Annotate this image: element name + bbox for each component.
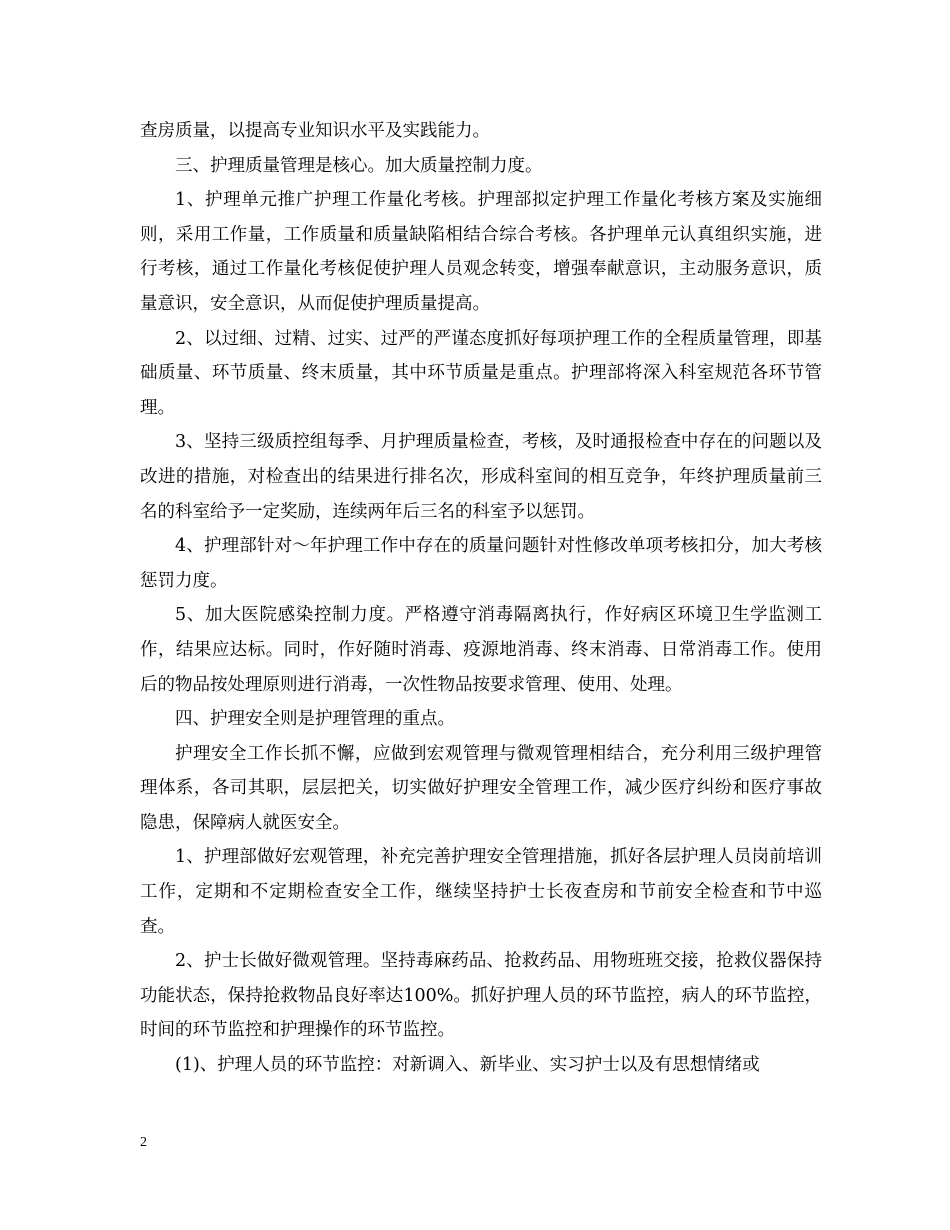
page-number: 2 — [140, 1135, 147, 1150]
paragraph: 5、加大医院感染控制力度。严格遵守消毒隔离执行，作好病区环境卫生学监测工作，结果应达标。同时，作好随时消毒、疫源地消毒、终末消毒、日常消毒工作。使用后的物品按处理原则进行消毒，一次性物品按要求管理、使用、处理。 — [140, 605, 822, 695]
paragraph: 3、坚持三级质控组每季、月护理质量检查，考核，及时通报检查中存在的问题以及改进的措施，对检查出的结果进行排名次，形成科室间的相互竞争，年终护理质量前三名的科室给予一定奖励，连续两年后三名的科室予以惩罚。 — [140, 432, 822, 522]
paragraph: 1、护理部做好宏观管理，补充完善护理安全管理措施，抓好各层护理人员岗前培训工作，定期和不定期检查安全工作，继续坚持护士长夜查房和节前安全检查和节中巡查。 — [140, 847, 822, 937]
paragraph: 2、以过细、过精、过实、过严的严谨态度抓好每项护理工作的全程质量管理，即基础质量、环节质量、终末质量，其中环节质量是重点。护理部将深入科室规范各环节管理。 — [140, 328, 822, 418]
paragraph: 1、护理单元推广护理工作量化考核。护理部拟定护理工作量化考核方案及实施细则，采用工作量，工作质量和质量缺陷相结合综合考核。各护理单元认真组织实施，进行考核，通过工作量化考核促使护理人员观念转变，增强奉献意识，主动服务意识，质量意识，安全意识，从而促使护理质量提高。 — [140, 190, 822, 314]
paragraph: 2、护士长做好微观管理。坚持毒麻药品、抢救药品、用物班班交接，抢救仪器保持功能状态，保持抢救物品良好率达100%。抓好护理人员的环节监控，病人的环节监控，时间的环节监控和护理操作的环节监控。 — [140, 951, 822, 1041]
paragraph: 查房质量，以提高专业知识水平及实践能力。 — [140, 121, 490, 141]
paragraph: 护理安全工作长抓不懈，应做到宏观管理与微观管理相结合，充分利用三级护理管理体系，各司其职，层层把关，切实做好护理安全管理工作，减少医疗纠纷和医疗事故隐患，保障病人就医安全。 — [140, 743, 822, 833]
section-heading: 三、护理质量管理是核心。加大质量控制力度。 — [175, 155, 543, 176]
paragraph: (1)、护理人员的环节监控：对新调入、新毕业、实习护士以及有思想情绪或 — [175, 1055, 760, 1076]
section-heading: 四、护理安全则是护理管理的重点。 — [175, 709, 455, 730]
document-body — [140, 114, 822, 1083]
paragraph: 4、护理部针对～年护理工作中存在的质量问题针对性修改单项考核扣分，加大考核惩罚力度。 — [140, 536, 822, 591]
